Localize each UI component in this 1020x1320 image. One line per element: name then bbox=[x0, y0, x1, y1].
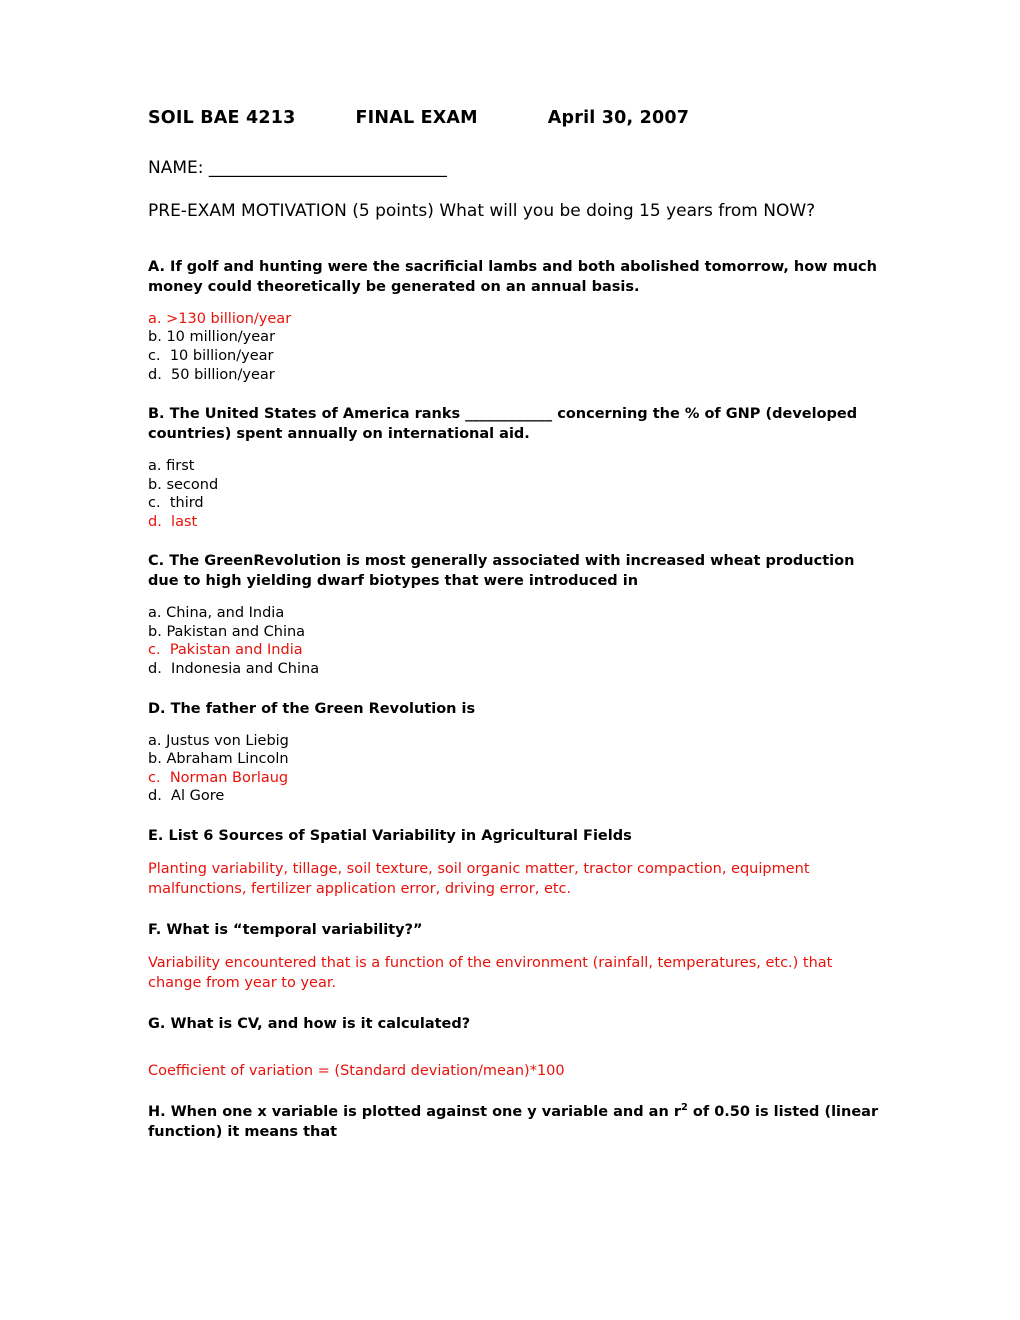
option-text: >130 billion/year bbox=[166, 310, 292, 327]
option-label: c. bbox=[148, 348, 161, 365]
option-label: c. bbox=[148, 769, 161, 786]
option-d-a[interactable] bbox=[148, 732, 888, 751]
option-text: Indonesia and China bbox=[171, 660, 320, 677]
option-a-d[interactable] bbox=[148, 366, 888, 385]
option-text: Abraham Lincoln bbox=[166, 751, 289, 768]
document-content bbox=[148, 108, 888, 1155]
option-c-d[interactable] bbox=[148, 660, 888, 679]
question-a-prompt: A. If golf and hunting were the sacrificial lambs and both abolished tomorrow, how much money could theoretically be generated on an annual basis. bbox=[148, 258, 877, 295]
question-b-options bbox=[148, 457, 888, 531]
question-d-options bbox=[148, 732, 888, 806]
question-h-text-2: of 0.50 is listed (linear function) it means that bbox=[148, 1103, 879, 1140]
option-a-c[interactable] bbox=[148, 347, 888, 366]
option-label: b. bbox=[148, 329, 162, 346]
question-b-prompt: B. The United States of America ranks ____________ concerning the % of GNP (developed countries) spent annually on international aid. bbox=[148, 406, 858, 443]
option-label: d. bbox=[148, 366, 162, 383]
option-a-a[interactable] bbox=[148, 310, 888, 329]
option-label: b. bbox=[148, 476, 162, 493]
option-text: second bbox=[166, 476, 219, 493]
option-d-b[interactable] bbox=[148, 750, 888, 769]
question-c-options bbox=[148, 604, 888, 678]
option-text: China, and India bbox=[166, 605, 285, 622]
question-d-prompt: D. The father of the Green Revolution is bbox=[148, 700, 476, 717]
option-label: a. bbox=[148, 732, 162, 749]
option-a-b[interactable] bbox=[148, 328, 888, 347]
option-c-c[interactable] bbox=[148, 641, 888, 660]
option-b-b[interactable] bbox=[148, 476, 888, 495]
question-e-prompt: E. List 6 Sources of Spatial Variability in Agricultural Fields bbox=[148, 827, 632, 844]
question-g-prompt: G. What is CV, and how is it calculated? bbox=[148, 1016, 471, 1032]
option-label: c. bbox=[148, 495, 161, 512]
option-text: 50 billion/year bbox=[171, 366, 275, 383]
option-text: last bbox=[171, 513, 198, 530]
course-code: SOIL BAE 4213 bbox=[148, 108, 296, 128]
option-label: b. bbox=[148, 623, 162, 640]
pre-exam-motivation: PRE-EXAM MOTIVATION (5 points) What will you be doing 15 years from NOW? bbox=[148, 201, 816, 221]
option-c-b[interactable] bbox=[148, 623, 888, 642]
option-c-a[interactable] bbox=[148, 604, 888, 623]
option-text: third bbox=[169, 495, 204, 512]
option-text: Pakistan and China bbox=[166, 623, 306, 640]
question-e-answer: Planting variability, tillage, soil texture, soil organic matter, tractor compaction, equipment malfunctions, fertilizer application error, driving error, etc. bbox=[148, 860, 810, 898]
question-a-options bbox=[148, 310, 888, 384]
question-c-prompt: C. The GreenRevolution is most generally associated with increased wheat production due to high yielding dwarf biotypes that were introduced in bbox=[148, 553, 855, 590]
option-text: Pakistan and India bbox=[169, 642, 303, 659]
name-field-line[interactable]: NAME: ____________________________ bbox=[148, 158, 447, 178]
option-text: Al Gore bbox=[171, 788, 225, 805]
exam-title: FINAL EXAM bbox=[355, 108, 478, 128]
option-label: a. bbox=[148, 310, 162, 327]
option-b-d[interactable] bbox=[148, 513, 888, 532]
option-text: Justus von Liebig bbox=[166, 732, 289, 749]
option-b-c[interactable] bbox=[148, 494, 888, 513]
option-d-c[interactable] bbox=[148, 769, 888, 788]
option-label: c. bbox=[148, 642, 161, 659]
question-h-prompt bbox=[148, 1102, 888, 1142]
question-g-answer: Coefficient of variation = (Standard deviation/mean)*100 bbox=[148, 1063, 565, 1079]
option-label: b. bbox=[148, 751, 162, 768]
question-h-text-1: H. When one x variable is plotted against one y variable and an r bbox=[148, 1103, 681, 1120]
option-b-a[interactable] bbox=[148, 457, 888, 476]
question-f-answer: Variability encountered that is a function of the environment (rainfall, temperatures, etc.) that change from year to year. bbox=[148, 954, 833, 992]
exam-header bbox=[148, 108, 888, 128]
option-label: a. bbox=[148, 458, 162, 475]
option-text: 10 billion/year bbox=[169, 348, 274, 365]
option-text: first bbox=[166, 458, 195, 475]
option-label: d. bbox=[148, 660, 162, 677]
question-f-prompt: F. What is “temporal variability?” bbox=[148, 921, 423, 938]
question-h-superscript: 2 bbox=[680, 1101, 688, 1113]
option-label: a. bbox=[148, 605, 162, 622]
option-d-d[interactable] bbox=[148, 787, 888, 806]
option-text: Norman Borlaug bbox=[169, 769, 289, 786]
exam-date: April 30, 2007 bbox=[547, 108, 690, 128]
option-text: 10 million/year bbox=[166, 329, 276, 346]
option-label: d. bbox=[148, 513, 162, 530]
option-label: d. bbox=[148, 788, 162, 805]
